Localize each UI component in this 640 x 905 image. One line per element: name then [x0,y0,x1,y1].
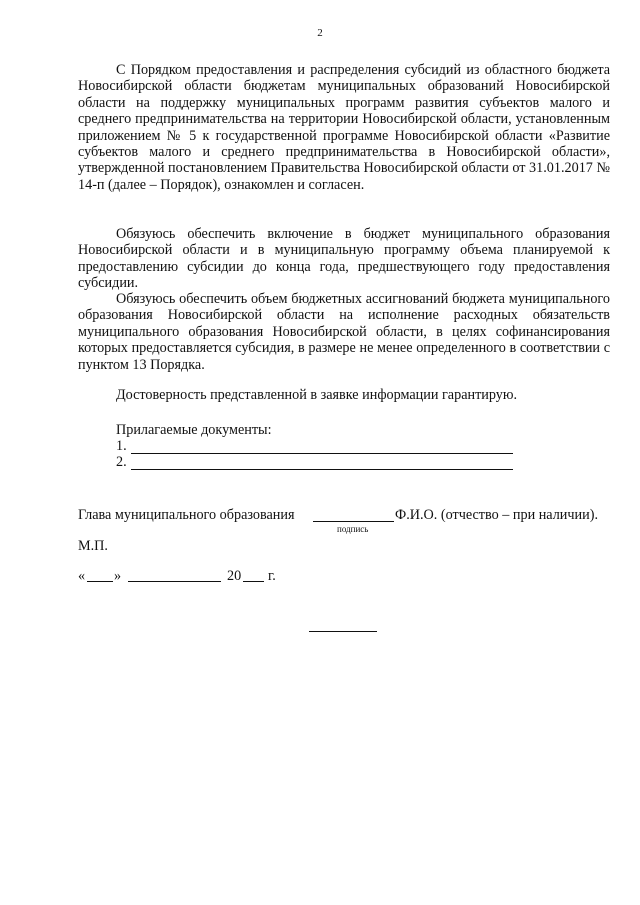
date-close-quote: » [114,568,122,584]
paragraph-agreement: С Порядком предоставления и распределения субсидий из областного бюджета Новосибирской области бюджетам муниципальных образований Новосибирской области на поддержку муниципальных программ развития субъектов малого и среднего предпринимательства на территории Новосибирской области, установленным приложением № 5 к государственной программе Новосибирской области «Развитие субъектов малого и среднего предпринимательства в Новосибирской области», утвержденной постановлением Правительства Новосибирской области от 31.01.2017 № 14-п (далее – Порядок), ознакомлен и согласен. [78,62,610,193]
signature-caption: подпись [337,524,369,534]
signature-line[interactable] [313,521,394,522]
attachment-item-2-line[interactable] [131,469,513,470]
head-label: Глава муниципального образования [78,507,295,523]
date-year-suffix: г. [268,568,276,584]
seal-label: М.П. [78,538,108,554]
name-label: Ф.И.О. (отчество – при наличии). [395,507,598,523]
end-divider [309,631,377,632]
paragraph-budget-inclusion: Обязуюсь обеспечить включение в бюджет муниципального образования Новосибирской области и в муниципальную программу объема планируемой к предоставлению субсидии до конца года, предшествующего году предоставления субсидии. [78,226,610,292]
page-number: 2 [317,27,323,39]
attachment-item-1-number: 1. [116,438,127,454]
attachment-item-2-number: 2. [116,454,127,470]
guarantee-statement: Достоверность представленной в заявке информации гарантирую. [116,387,518,403]
date-year-prefix: 20 [227,568,242,584]
attachment-item-1-line[interactable] [131,453,513,454]
date-open-quote: « [78,568,86,584]
date-day-line[interactable] [87,581,113,582]
date-year-line[interactable] [243,581,264,582]
date-month-line[interactable] [128,581,221,582]
paragraph-budget-allocation: Обязуюсь обеспечить объем бюджетных ассигнований бюджета муниципального образования Новосибирской области на исполнение расходных обязательств муниципального образования Новосибирской области, в целях софинансирования которых предоставляется субсидия, в размере не менее определенного в соответствии с пунктом 13 Порядка. [78,291,610,373]
attachments-title: Прилагаемые документы: [116,422,272,438]
